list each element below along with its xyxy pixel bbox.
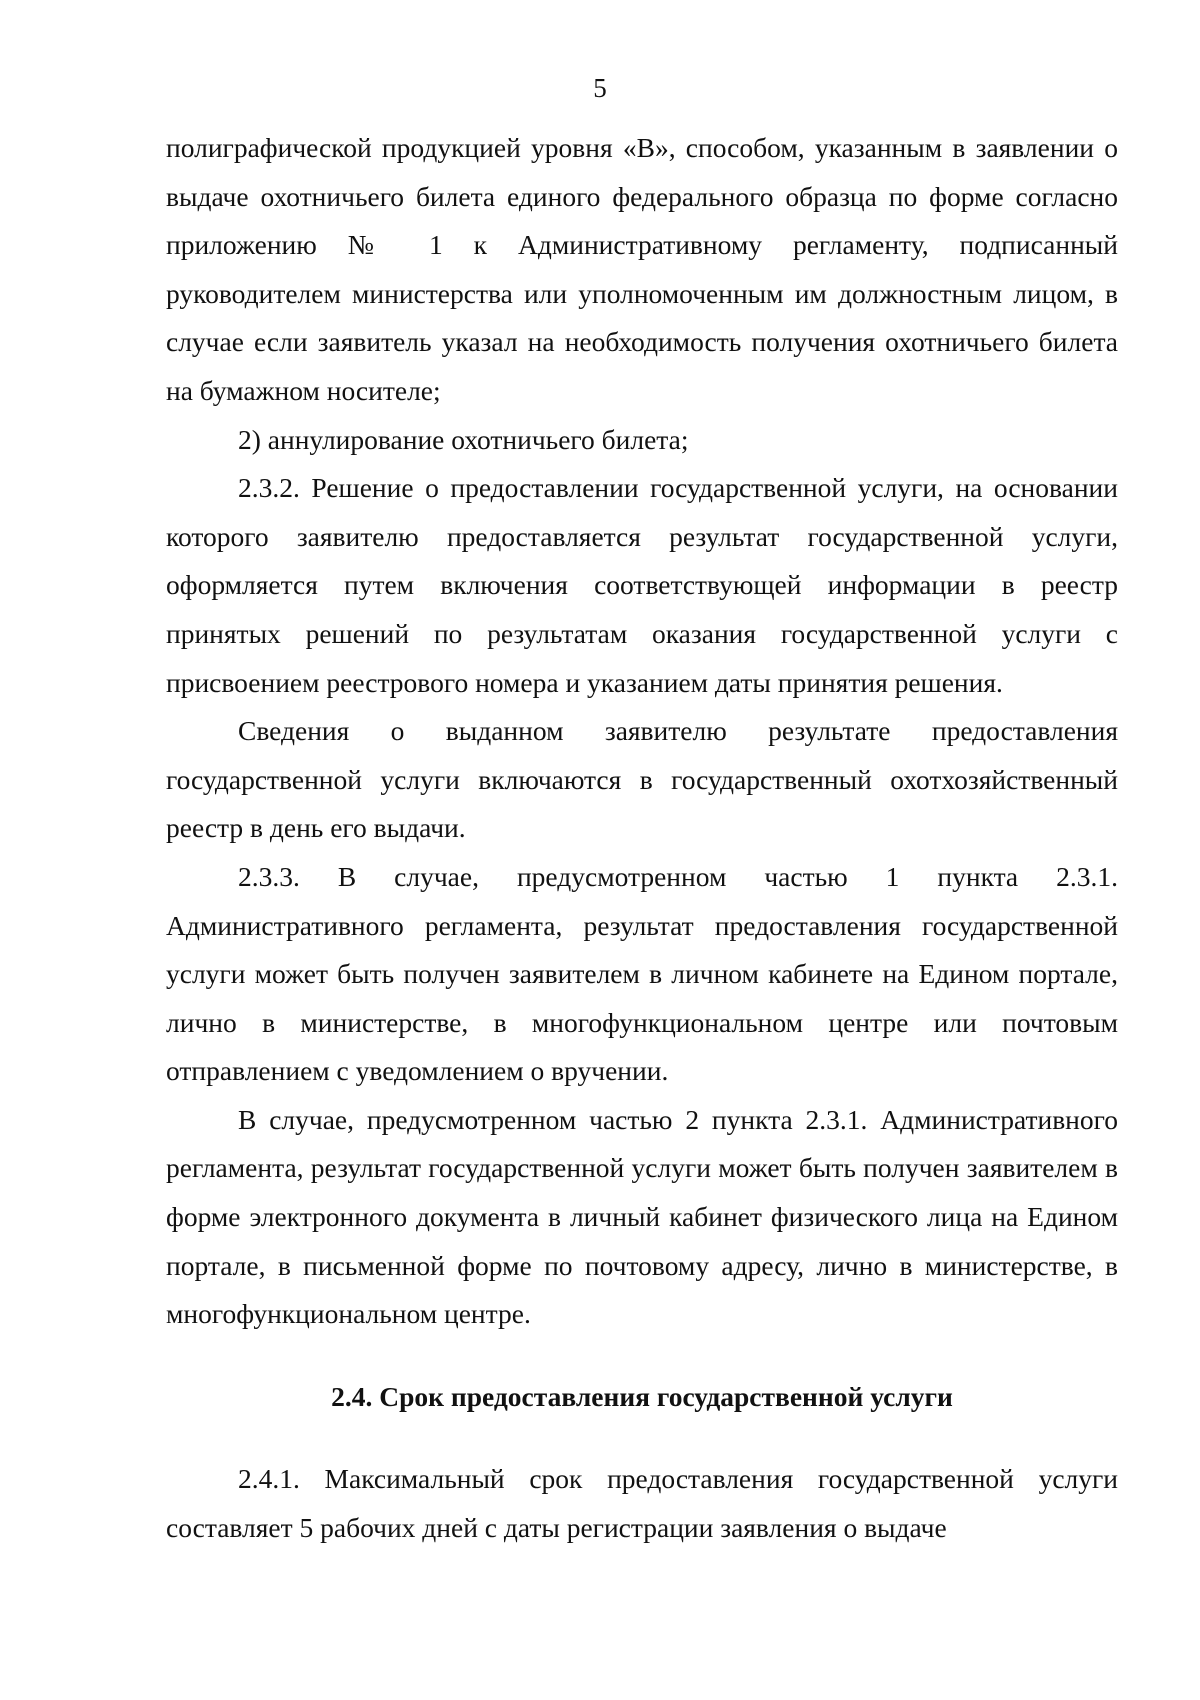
paragraph-2-4-1: 2.4.1. Максимальный срок предоставления государственной услуги составляет 5 рабочих дней с даты регистрации заявления о выдаче [166,1463,1118,1544]
paragraph-item-2: 2) аннулирование охотничьего билета; [238,423,689,455]
paragraph-2-3-2: 2.3.2. Решение о предоставлении государственной услуги, на основании которого заявителю предоставляется результат государственной услуги, оформляется путем включения соответствующей информации в реестр принятых решений по результатам оказания государственной услуги с присвоением реестрового номера и указанием даты принятия решения. [166,472,1118,698]
page-number: 5 [593,73,607,103]
paragraph-case-part-2: В случае, предусмотренном частью 2 пункта 2.3.1. Административного регламента, результат государственной услуги может быть получен заявителем в форме электронного документа в личный кабинет физического лица на Едином портале, в письменной форме по почтовому адресу, лично в министерстве, в многофункциональном центре. [166,1103,1118,1330]
paragraph-continuation: полиграфической продукцией уровня «В», способом, указанным в заявлении о выдаче охотничьего билета единого федерального образца по форме согласно приложению № 1 к Административному регламенту, подписанный руководителем министерства или уполномоченным им должностным лицом, в случае если заявитель указал на необходимость получения охотничьего билета на бумажном носителе; [166,132,1118,406]
paragraph-registry-info: Сведения о выданном заявителю результате предоставления государственной услуги включаются в государственный охотхозяйственный реестр в день его выдачи. [166,715,1118,844]
section-heading-2-4: 2.4. Срок предоставления государственной услуги [331,1380,953,1412]
paragraph-2-3-3: 2.3.3. В случае, предусмотренном частью 1 пункта 2.3.1. Административного регламента, результат предоставления государственной услуги может быть получен заявителем в личном кабинете на Едином портале, лично в министерстве, в многофункциональном центре или почтовым отправлением с уведомлением о вручении. [166,860,1118,1087]
document-body [166,124,1118,1553]
